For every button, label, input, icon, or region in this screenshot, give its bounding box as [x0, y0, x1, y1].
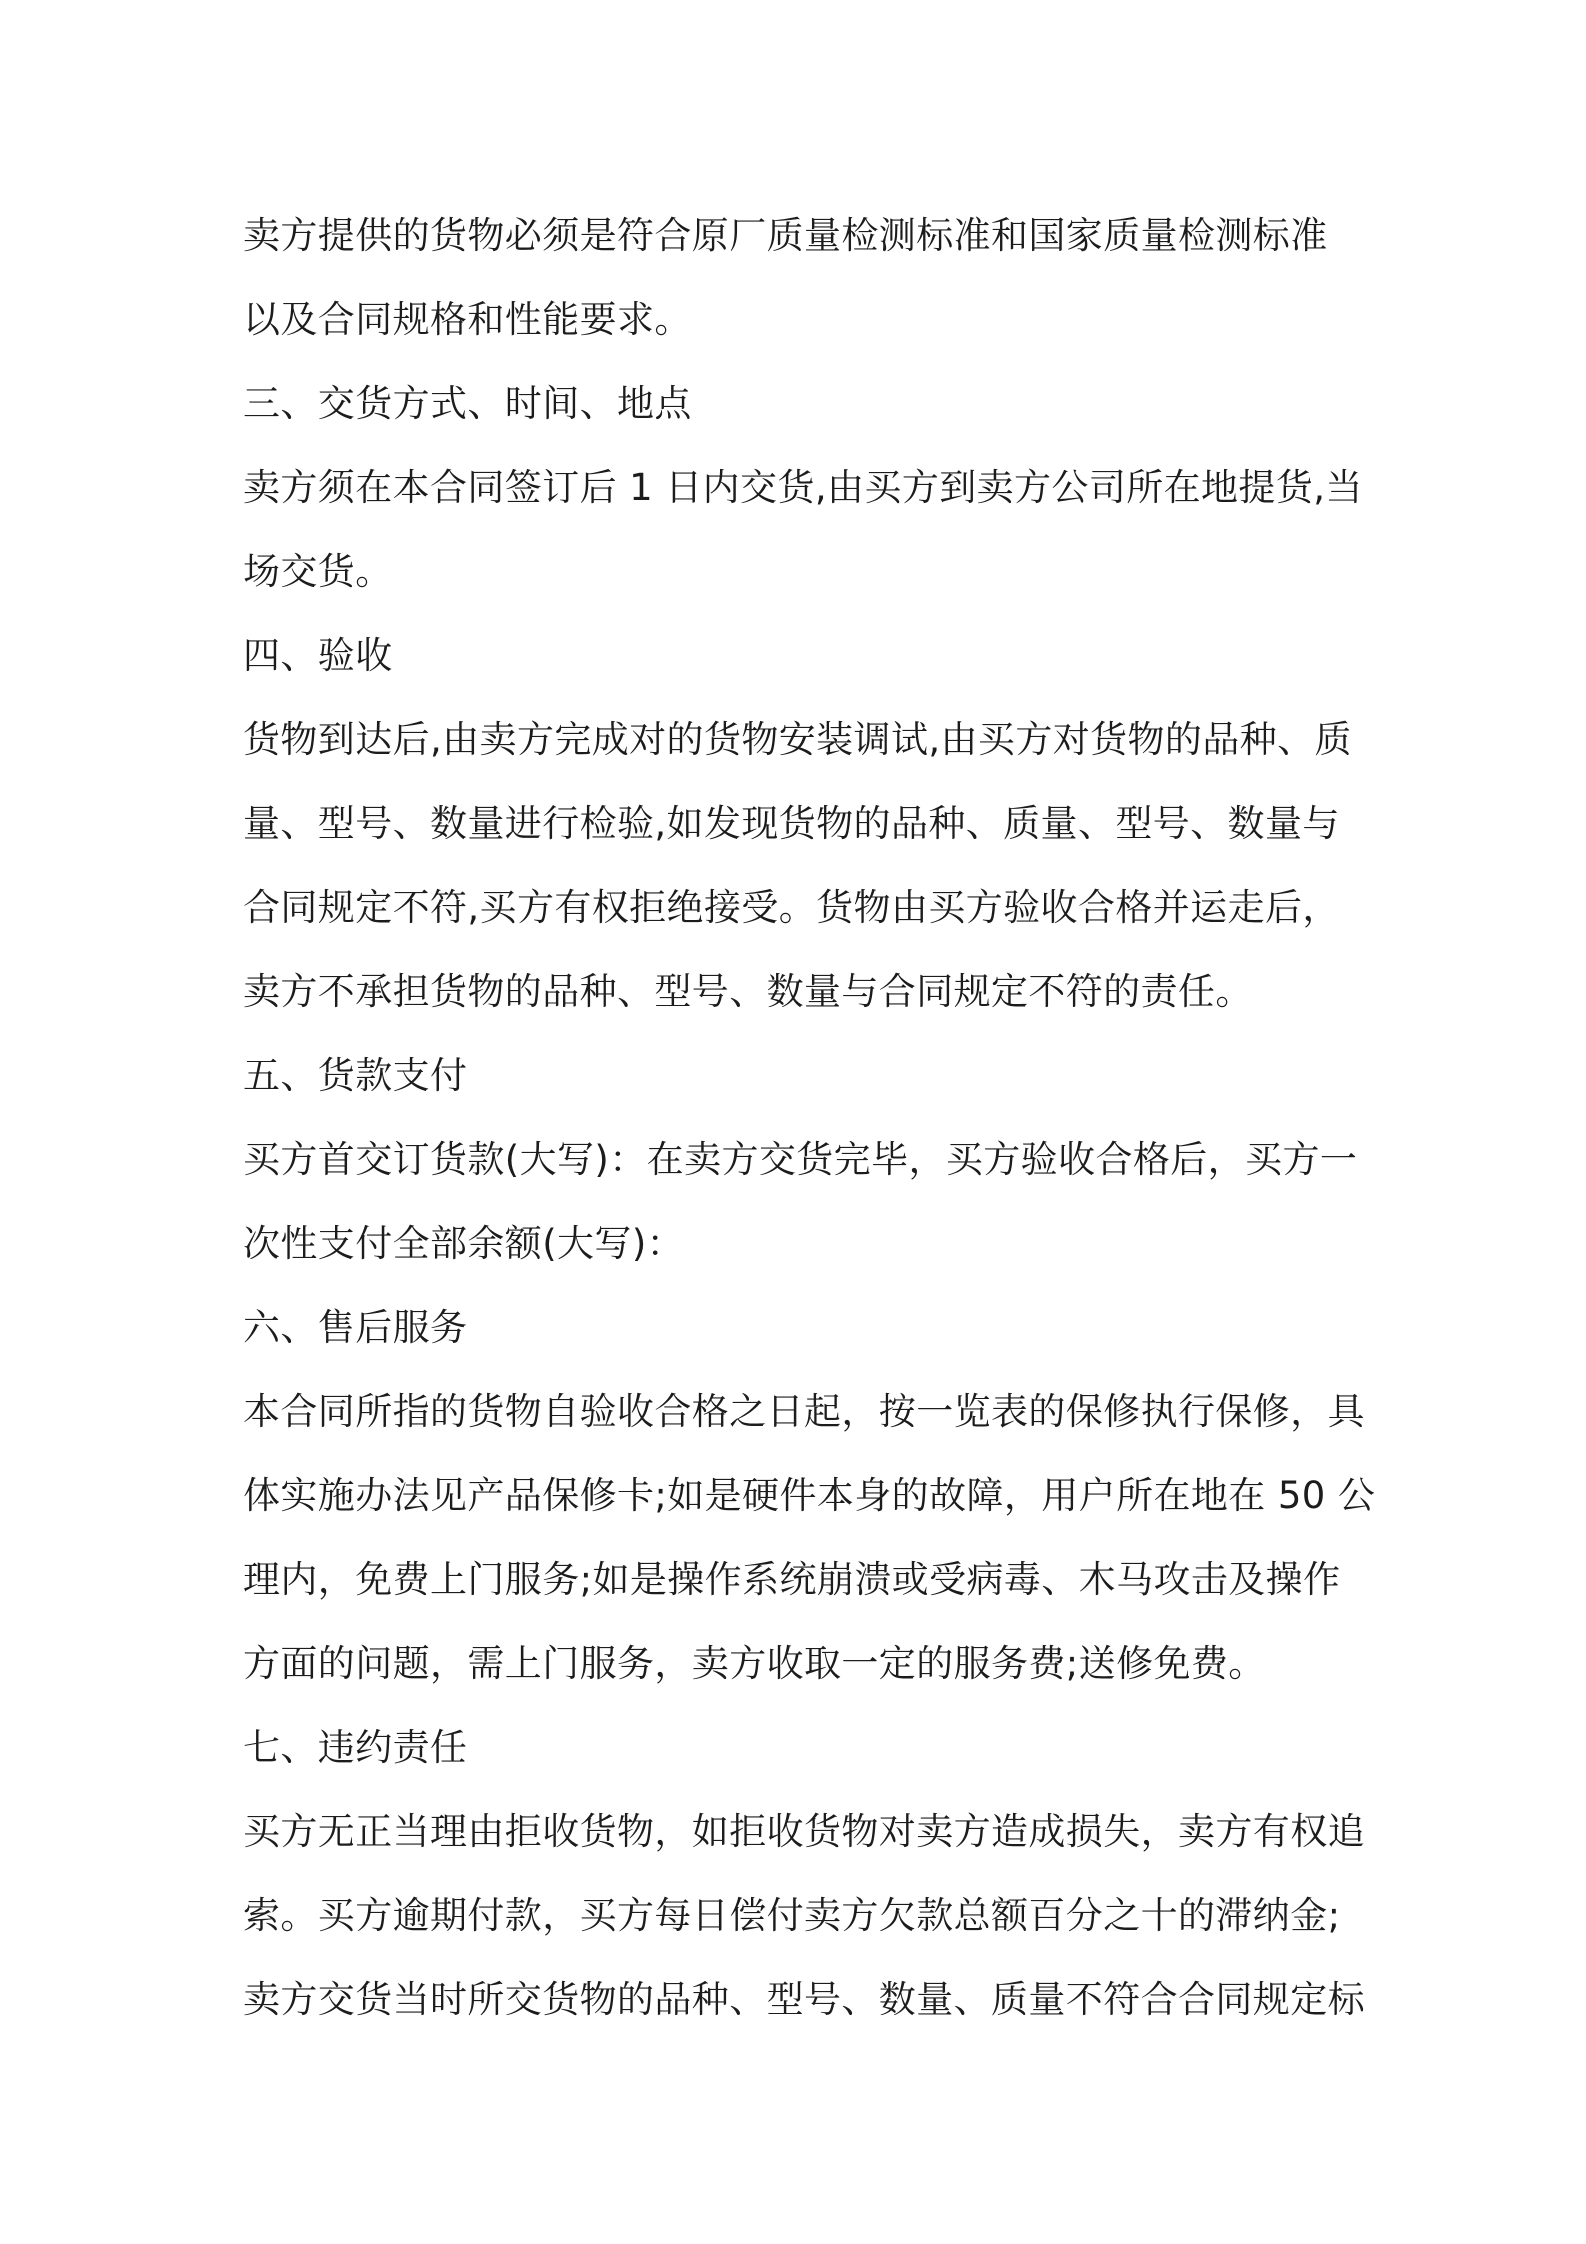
body-text-line: 卖方提供的货物必须是符合原厂质量检测标准和国家质量检测标准 — [243, 214, 1328, 257]
body-text-line: 买方首交订货款(大写)：在卖方交货完毕，买方验收合格后，买方一 — [243, 1138, 1358, 1181]
body-text-line: 合同规定不符,买方有权拒绝接受。货物由买方验收合格并运走后， — [243, 886, 1340, 929]
body-text-line: 理内，免费上门服务;如是操作系统崩溃或受病毒、木马攻击及操作 — [243, 1558, 1341, 1601]
section-heading-delivery: 三、交货方式、时间、地点 — [243, 382, 692, 425]
section-heading-acceptance: 四、验收 — [243, 634, 393, 677]
body-text-line: 本合同所指的货物自验收合格之日起，按一览表的保修执行保修，具 — [243, 1390, 1365, 1433]
body-text-line: 卖方须在本合同签订后 1 日内交货,由买方到卖方公司所在地提货,当 — [243, 466, 1363, 509]
section-heading-payment: 五、货款支付 — [243, 1054, 468, 1097]
body-text-line: 以及合同规格和性能要求。 — [243, 298, 692, 341]
body-text-line: 量、型号、数量进行检验,如发现货物的品种、质量、型号、数量与 — [243, 802, 1340, 845]
section-heading-after-sales: 六、售后服务 — [243, 1306, 468, 1349]
section-heading-liability: 七、违约责任 — [243, 1726, 468, 1769]
body-text-line: 卖方不承担货物的品种、型号、数量与合同规定不符的责任。 — [243, 970, 1253, 1013]
body-text-line: 方面的问题，需上门服务，卖方收取一定的服务费;送修免费。 — [243, 1642, 1266, 1685]
body-text-line: 买方无正当理由拒收货物，如拒收货物对卖方造成损失，卖方有权追 — [243, 1810, 1365, 1853]
body-text-line: 索。买方逾期付款，买方每日偿付卖方欠款总额百分之十的滞纳金; — [243, 1894, 1341, 1937]
body-text-line: 次性支付全部余额(大写)： — [243, 1222, 685, 1265]
body-text-line: 卖方交货当时所交货物的品种、型号、数量、质量不符合合同规定标 — [243, 1978, 1365, 2021]
body-text-line: 场交货。 — [243, 550, 393, 593]
body-text-line: 体实施办法见产品保修卡;如是硬件本身的故障，用户所在地在 50 公 — [243, 1474, 1376, 1517]
body-text-line: 货物到达后,由卖方完成对的货物安装调试,由买方对货物的品种、质 — [243, 718, 1352, 761]
document-body — [243, 194, 1376, 2042]
